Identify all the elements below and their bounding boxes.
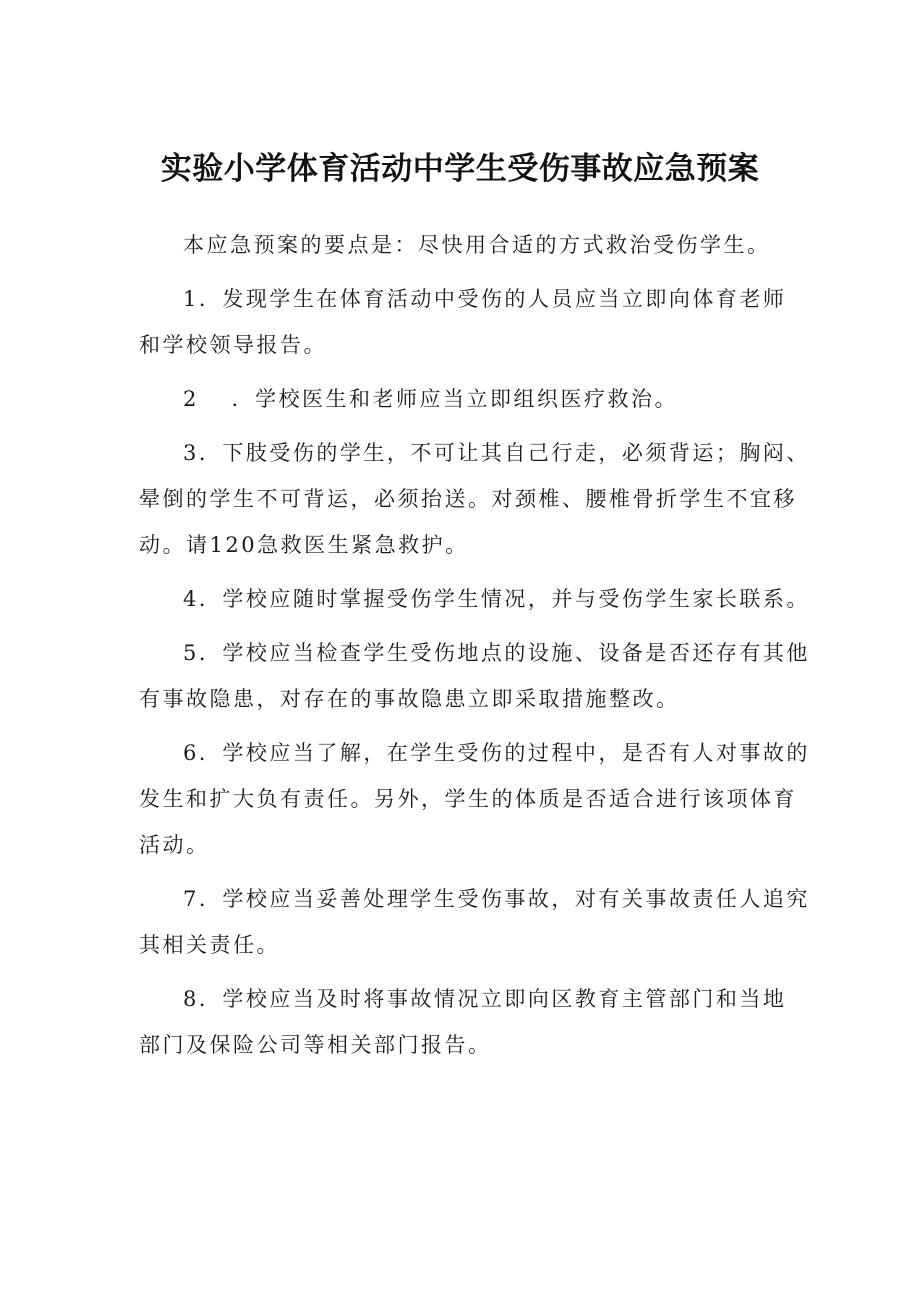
item-6-paragraph (139, 730, 810, 868)
intro-paragraph (139, 222, 799, 268)
item-line: 5．学校应当检查学生受伤地点的设施、设备是否还存有其他 (183, 641, 810, 665)
item-line: 4．学校应随时掌握受伤学生情况，并与受伤学生家长联系。 (183, 587, 810, 611)
item-line: 部门及保险公司等相关部门报告。 (139, 1033, 492, 1057)
item-7-paragraph (139, 876, 810, 968)
item-line: 发生和扩大负有责任。另外，学生的体质是否适合进行该项体育 (139, 787, 797, 811)
item-3-paragraph (139, 430, 810, 568)
item-line: 活动。 (139, 833, 210, 857)
item-line: 有事故隐患，对存在的事故隐患立即采取措施整改。 (139, 687, 680, 711)
item-1-paragraph (139, 276, 799, 368)
document-title: 实验小学体育活动中学生受伤事故应急预案 (160, 151, 760, 187)
item-line: 和学校领导报告。 (139, 333, 327, 357)
item-8-paragraph (139, 976, 799, 1068)
document-body (139, 222, 810, 1068)
item-line: 动。请120急救医生紧急救护。 (139, 533, 469, 557)
intro-line: 本应急预案的要点是：尽快用合适的方式救治受伤学生。 (183, 233, 771, 257)
item-line: 7．学校应当妥善处理学生受伤事故，对有关事故责任人追究 (183, 887, 810, 911)
item-line: 1．发现学生在体育活动中受伤的人员应当立即向体育老师 (183, 287, 787, 311)
item-line: 6．学校应当了解，在学生受伤的过程中，是否有人对事故的 (183, 741, 810, 765)
item-line: 其相关责任。 (139, 933, 280, 957)
item-2-paragraph (139, 376, 799, 422)
item-line: 晕倒的学生不可背运，必须抬送。对颈椎、腰椎骨折学生不宜移 (139, 487, 797, 511)
item-line: 3．下肢受伤的学生，不可让其自己行走，必须背运；胸闷、 (183, 441, 810, 465)
item-line: 2 ．学校医生和老师应当立即组织医疗救治。 (183, 387, 679, 411)
item-5-paragraph (139, 630, 810, 722)
item-line: 8．学校应当及时将事故情况立即向区教育主管部门和当地 (183, 987, 787, 1011)
item-4-paragraph (139, 576, 810, 622)
